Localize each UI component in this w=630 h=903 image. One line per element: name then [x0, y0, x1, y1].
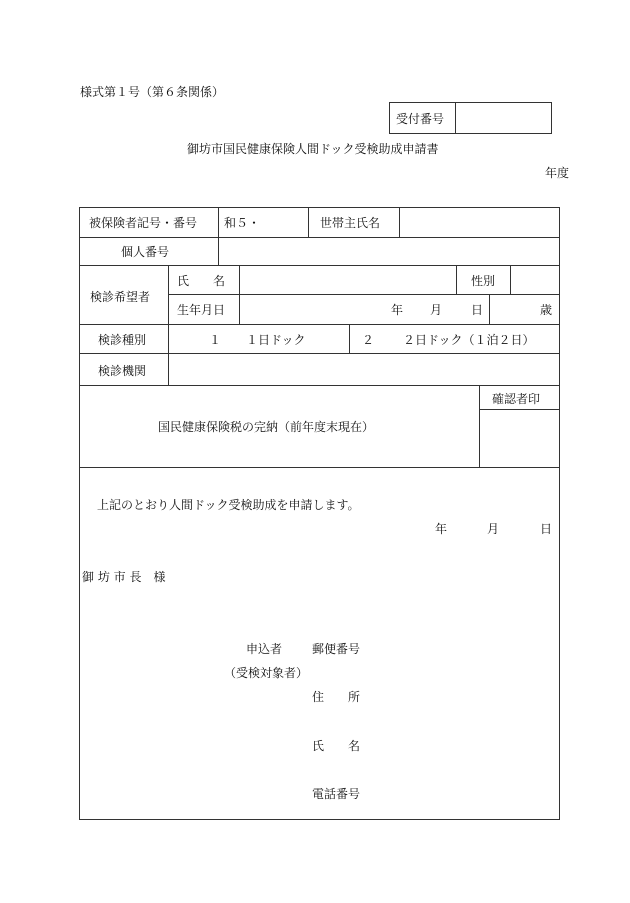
- reception-number-label: 受付番号: [396, 112, 445, 126]
- tax-paid-label: 国民健康保険税の完納（前年度末現在）: [158, 420, 375, 434]
- col-line-seal: [479, 385, 480, 467]
- application-statement: 上記のとおり人間ドック受検助成を申請します。: [97, 498, 360, 512]
- row-line-1: [79, 237, 560, 238]
- col-line-exam-option: [349, 324, 350, 353]
- col-line-gender-right: [510, 265, 511, 294]
- exam-option-2-label[interactable]: ２日ドック（１泊２日）: [403, 333, 535, 347]
- exam-option-2-number[interactable]: ２: [362, 333, 375, 347]
- confirmer-seal-label: 確認者印: [492, 392, 541, 406]
- institution-field[interactable]: [170, 355, 558, 383]
- exam-option-1-number[interactable]: １: [209, 333, 222, 347]
- confirmer-seal-area[interactable]: [481, 411, 558, 465]
- col-line-age: [489, 294, 490, 324]
- name-label: 氏 名: [177, 274, 226, 288]
- page-title: 御坊市国民健康保険人間ドック受検助成申請書: [187, 142, 439, 156]
- row-line-2: [79, 265, 560, 266]
- form-frame: [79, 207, 560, 820]
- applicant-label: 検診希望者: [90, 290, 151, 304]
- exam-option-1-label[interactable]: １日ドック: [246, 333, 306, 347]
- name-field[interactable]: [241, 267, 454, 292]
- fiscal-year-label: 年度: [545, 166, 570, 180]
- application-date-year: 年: [435, 522, 448, 536]
- applicant-name-label: 氏 名: [312, 739, 361, 753]
- personal-number-label: 個人番号: [121, 245, 170, 259]
- form-number: 様式第１号（第６条関係）: [80, 85, 225, 99]
- head-name-field[interactable]: [401, 209, 558, 235]
- phone-label: 電話番号: [312, 787, 361, 801]
- application-date-day: 日: [540, 522, 553, 536]
- row-line-6: [79, 467, 560, 468]
- institution-label: 検診機関: [98, 364, 147, 378]
- seal-header-line: [479, 409, 560, 410]
- col-line-gender-left: [456, 265, 457, 294]
- col-line-insured-value: [308, 207, 309, 237]
- postal-code-label: 郵便番号: [312, 642, 361, 656]
- birth-year-unit: 年: [391, 303, 404, 317]
- col-line-insured: [218, 207, 219, 265]
- row-line-3: [79, 324, 560, 325]
- applicant-sub-label: （受検対象者）: [224, 666, 309, 680]
- col-line-name-label: [239, 265, 240, 324]
- addressee: 御 坊 市 長 様: [82, 570, 166, 584]
- reception-number-field[interactable]: [456, 103, 551, 133]
- birth-day-unit: 日: [471, 303, 484, 317]
- row-line-name: [168, 294, 560, 295]
- birth-date-label: 生年月日: [177, 303, 226, 317]
- insured-number-field[interactable]: 和５・: [224, 216, 261, 230]
- head-name-label: 世帯主氏名: [320, 216, 381, 230]
- age-unit: 歳: [540, 303, 553, 317]
- personal-number-field[interactable]: [220, 239, 558, 263]
- birth-month-unit: 月: [430, 303, 443, 317]
- col-line-head-name: [399, 207, 400, 237]
- gender-label: 性別: [471, 274, 496, 288]
- address-label: 住 所: [312, 690, 361, 704]
- col-line-applicant: [168, 265, 169, 385]
- row-line-4: [79, 353, 560, 354]
- applicant-label-bottom: 申込者: [246, 642, 283, 656]
- application-date-month: 月: [487, 522, 500, 536]
- row-line-5: [79, 385, 560, 386]
- insured-number-label: 被保険者記号・番号: [89, 216, 198, 230]
- exam-type-label: 検診種別: [98, 333, 147, 347]
- gender-field[interactable]: [512, 267, 558, 292]
